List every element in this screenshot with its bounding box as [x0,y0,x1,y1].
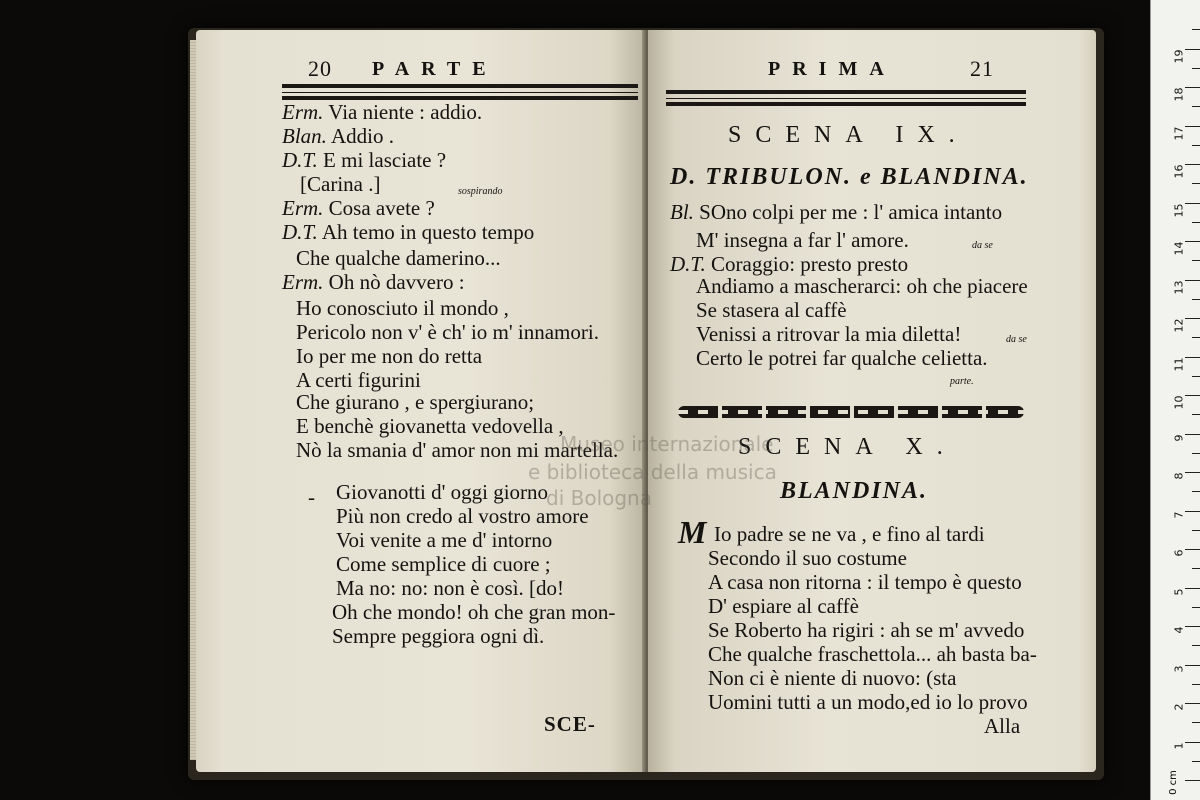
ruler-tick [1185,626,1200,627]
scene-ix-title: SCENA IX. [728,122,969,148]
measuring-ruler [1150,0,1200,800]
dialogue-line [296,392,534,413]
watermark-line-2: e biblioteca della musica [528,460,777,484]
ruler-tick [1185,241,1200,242]
line-text: Coraggio: presto presto [711,252,909,276]
line-text: Pericolo non v' è ch' io m' innamori. [296,320,599,344]
ruler-number: 16 [1172,164,1186,179]
line-text: Cosa avete ? [323,196,435,220]
ruler-number: 19 [1172,49,1186,63]
ruler-number: 2 [1172,703,1186,711]
ruler-tick [1192,414,1200,415]
dialogue-line [670,254,908,275]
aria-line: Oh che mondo! oh che gran mon- [332,600,616,624]
line-text: Addio . [326,124,395,148]
dialogue-line [296,346,482,367]
ruler-tick [1185,742,1200,743]
ruler-number: 7 [1172,511,1186,518]
line-text: Certo le potrei far qualche celietta. [696,346,988,370]
monologue-line [708,620,1024,641]
ruler-tick [1185,472,1200,473]
ruler-tick [1192,761,1200,762]
monologue-line [984,716,1020,737]
monologue-line [708,596,859,617]
speaker-label: Bl. [670,200,700,224]
aria-line: Sempre peggiora ogni dì. [332,624,545,648]
line-text: Che qualche fraschettola... ah basta ba- [708,642,1037,666]
line-text: A certi figurini [296,368,421,392]
aria-line: Giovanotti d' oggi giorno [336,480,549,504]
speaker-label: Erm. [282,196,324,220]
speaker-label: D.T. [282,148,318,172]
line-text: Che giurano , e spergiurano; [296,390,535,414]
monologue-line [678,514,985,550]
exit-direction: parte. [950,376,974,387]
ruler-tick [1185,318,1200,319]
dialogue-line [282,126,394,147]
dialogue-line [696,324,961,345]
speaker-label: Erm. [282,100,324,124]
ruler-tick [1192,684,1200,685]
ruler-number: 9 [1172,434,1186,441]
line-text: Nò la smania d' amor non mi martella. [296,438,619,462]
ruler-number: 18 [1172,87,1186,102]
line-text: Andiamo a mascherarci: oh che piacere [696,274,1028,298]
dialogue-line [282,222,534,243]
ruler-tick [1192,222,1200,223]
line-text: Se stasera al caffè [696,298,847,322]
ruler-number: 8 [1172,472,1186,480]
line-text: D' espiare al caffè [708,594,859,618]
dialogue-line [696,230,909,251]
dialogue-line [696,300,847,321]
ruler-tick [1192,491,1200,492]
ruler-tick [1185,703,1200,704]
ruler-tick [1192,299,1200,300]
ruler-number: 12 [1172,318,1186,333]
speaker-label: Blan. [282,124,327,148]
line-text: [Carina .] [300,172,381,196]
monologue-line [708,692,1028,713]
catchword: SCE- [544,712,596,736]
speaker-label: D.T. [282,220,318,244]
ruler-tick [1185,395,1200,396]
dialogue-line [670,202,1002,223]
dialogue-line [282,102,482,123]
left-page [196,30,646,772]
ruler-tick [1192,607,1200,608]
dialogue-line [296,298,509,319]
ruler-tick [1192,29,1200,30]
aria-line: Ma no: no: non è così. [do! [336,576,565,600]
ruler-unit: 0 cm [1167,770,1179,795]
right-running-head: PRIMA [768,58,896,80]
line-text: Oh nò davvero : [323,270,465,294]
dialogue-line [282,198,435,219]
ornament-divider [678,406,1024,418]
ruler-number: 4 [1172,626,1186,634]
ruler-tick [1185,126,1200,127]
dialogue-line [282,150,446,171]
line-text: Secondo il suo costume [708,546,907,570]
ruler-tick [1192,183,1200,184]
dialogue-line [296,416,564,437]
scene-x-characters: BLANDINA. [780,478,929,504]
monologue-line [708,644,1037,665]
ruler-tick [1185,280,1200,281]
ruler-tick [1192,337,1200,338]
right-page [648,30,1096,772]
line-text: SOno colpi per me : l' amica intanto [699,200,1003,224]
ruler-number: 6 [1172,549,1186,557]
right-head-rule [666,90,1026,94]
ruler-number: 1 [1172,742,1186,749]
line-text: Ho conosciuto il mondo , [296,296,509,320]
aside-1: da se [972,240,993,251]
ruler-tick [1185,665,1200,666]
line-text: E benchè giovanetta vedovella , [296,414,564,438]
ruler-tick [1185,511,1200,512]
ruler-tick [1192,568,1200,569]
ruler-tick [1192,530,1200,531]
scene-ix-characters: D. TRIBULON. e BLANDINA. [670,164,1029,190]
line-text: Ah temo in questo tempo [317,220,535,244]
monologue-line [708,572,1022,593]
scene-x-title: SCENA X. [738,434,957,460]
ruler-tick [1185,164,1200,165]
ruler-tick [1192,145,1200,146]
ruler-tick [1185,203,1200,204]
line-text: Io per me non do retta [296,344,483,368]
right-head-rule-2 [666,102,1026,106]
ruler-tick [1192,722,1200,723]
left-head-rule [282,84,638,88]
line-text: Uomini tutti a un modo,ed io lo provo [708,690,1028,714]
ruler-tick [1185,357,1200,358]
ruler-number: 14 [1172,241,1186,256]
dialogue-line [282,272,465,293]
line-text: Venissi a ritrovar la mia diletta! [696,322,962,346]
speaker-label: Erm. [282,270,324,294]
ruler-tick [1185,434,1200,435]
ruler-number: 15 [1172,203,1186,217]
ruler-tick [1192,376,1200,377]
aria-line: Più non credo al vostro amore [336,504,589,528]
dialogue-line [696,276,1028,297]
left-head-rule-thin [282,92,638,93]
line-text: Alla [984,714,1021,738]
aria-line: Voi venite a me d' intorno [336,528,553,552]
dialogue-line [296,370,421,391]
ruler-number: 13 [1172,280,1186,294]
aside-2: da se [1006,334,1027,345]
dialogue-line [696,348,988,369]
ruler-number: 3 [1172,665,1186,672]
line-text: E mi lasciate ? [317,148,447,172]
ruler-tick [1185,588,1200,589]
stage-direction: sospirando [458,186,503,197]
ruler-number: 17 [1172,126,1186,140]
right-page-number: 21 [970,56,994,81]
ruler-tick [1192,260,1200,261]
line-text: Io padre se ne va , e fino al tardi [714,522,985,546]
speaker-label: D.T. [670,252,712,276]
ruler-number: 10 [1172,395,1186,410]
ruler-tick [1185,780,1200,781]
ruler-tick [1185,87,1200,88]
ruler-tick [1192,68,1200,69]
dialogue-line [296,248,501,269]
dialogue-line [300,174,380,195]
watermark-line-3: di Bologna [546,486,652,510]
ruler-tick [1185,549,1200,550]
ruler-number: 11 [1172,357,1186,371]
left-page-number: 20 [308,56,332,81]
monologue-line [708,668,956,689]
aria-line: Come semplice di cuore ; [336,552,551,576]
dialogue-line [296,322,599,343]
aria-dash: - [308,485,315,509]
ruler-tick [1185,49,1200,50]
monologue-line [708,548,907,569]
line-text: Se Roberto ha rigiri : ah se m' avvedo [708,618,1025,642]
line-text: Non ci è niente di nuovo: (sta [708,666,957,690]
ruler-tick [1192,106,1200,107]
left-running-head: PARTE [372,58,498,80]
right-head-rule-thin [666,98,1026,99]
watermark-line-1: Museo internazionale [560,432,774,456]
ruler-tick [1192,453,1200,454]
line-text: M' insegna a far l' amore. [696,228,909,252]
ruler-number: 5 [1172,588,1186,595]
drop-cap: M [678,514,707,550]
ruler-tick [1192,645,1200,646]
line-text: Via niente : addio. [323,100,483,124]
line-text: Che qualche damerino... [296,246,501,270]
line-text: A casa non ritorna : il tempo è questo [708,570,1022,594]
